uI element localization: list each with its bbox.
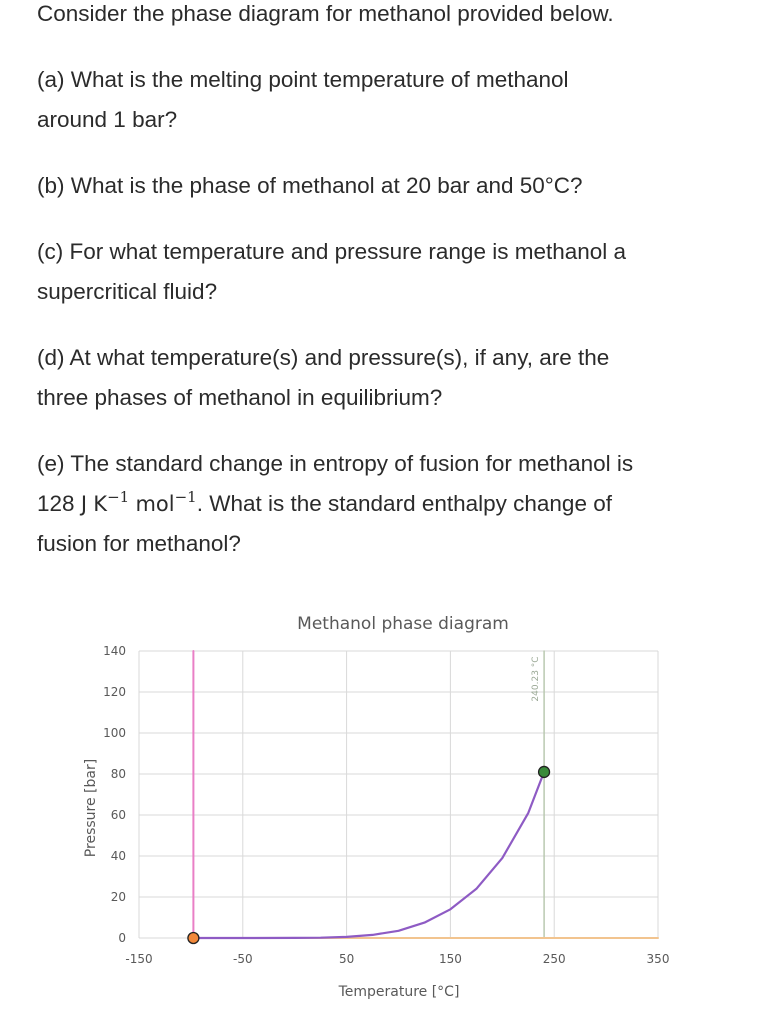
question-intro: Consider the phase diagram for methanol provided below. — [37, 1, 614, 26]
unit-mol: mol — [135, 492, 175, 516]
question-d-line1: (d) At what temperature(s) and pressure(s), if any, are the — [37, 345, 610, 370]
triple-point — [188, 932, 199, 943]
grid-lines — [139, 651, 658, 938]
vapor-pressure-curve — [193, 772, 544, 938]
x-tick-label: 250 — [542, 952, 566, 966]
question-text — [37, 0, 737, 564]
question-b: (b) What is the phase of methanol at 20 bar and 50°C? — [37, 173, 583, 198]
question-d-line2: three phases of methanol in equilibrium? — [37, 385, 443, 410]
y-tick-label: 140 — [103, 644, 126, 658]
y-tick-label: 120 — [103, 685, 126, 699]
y-tick-label: 0 — [118, 931, 126, 945]
question-e-line3: fusion for methanol? — [37, 531, 241, 556]
question-d — [37, 338, 737, 418]
question-a — [37, 60, 737, 140]
y-axis-title: Pressure [bar] — [83, 758, 99, 858]
entropy-value: 128 — [37, 491, 75, 516]
question-a-line2: around 1 bar? — [37, 107, 178, 132]
unit-kelvin-exponent: −1 — [107, 488, 130, 506]
y-tick-label: 40 — [110, 849, 126, 863]
question-c-line1: (c) For what temperature and pressure range is methanol a — [37, 239, 627, 264]
y-tick-label: 80 — [110, 767, 126, 781]
critical-temperature-label: 240.23 °C — [531, 656, 542, 702]
y-tick-label: 100 — [103, 726, 126, 740]
annotations — [531, 656, 541, 701]
unit-mol-exponent: −1 — [174, 488, 197, 506]
x-tick-label: 350 — [646, 952, 670, 966]
question-c-line2: supercritical fluid? — [37, 279, 218, 304]
x-tick-label: -150 — [125, 952, 153, 966]
question-a-line1: (a) What is the melting point temperature of methanol — [37, 67, 569, 92]
x-tick-label: -50 — [232, 952, 253, 966]
x-tick-label: 150 — [438, 952, 462, 966]
unit-joule: J — [80, 492, 88, 516]
y-tick-label: 60 — [110, 808, 126, 822]
special-points — [188, 766, 550, 943]
x-axis-title: Temperature [°C] — [338, 984, 460, 1000]
unit-kelvin: K — [93, 492, 108, 516]
phase-boundaries — [193, 651, 658, 938]
question-e — [37, 444, 737, 564]
critical-point — [539, 766, 550, 777]
question-e-rest: . What is the standard enthalpy change of — [196, 491, 612, 516]
y-tick-label: 20 — [110, 890, 126, 904]
x-tick-label: 50 — [338, 952, 355, 966]
phase-diagram-svg — [0, 595, 762, 1015]
question-e-line1: (e) The standard change in entropy of fusion for methanol is — [37, 451, 634, 476]
question-c — [37, 232, 737, 312]
phase-diagram-chart — [0, 595, 762, 1015]
chart-title: Methanol phase diagram — [297, 614, 509, 634]
